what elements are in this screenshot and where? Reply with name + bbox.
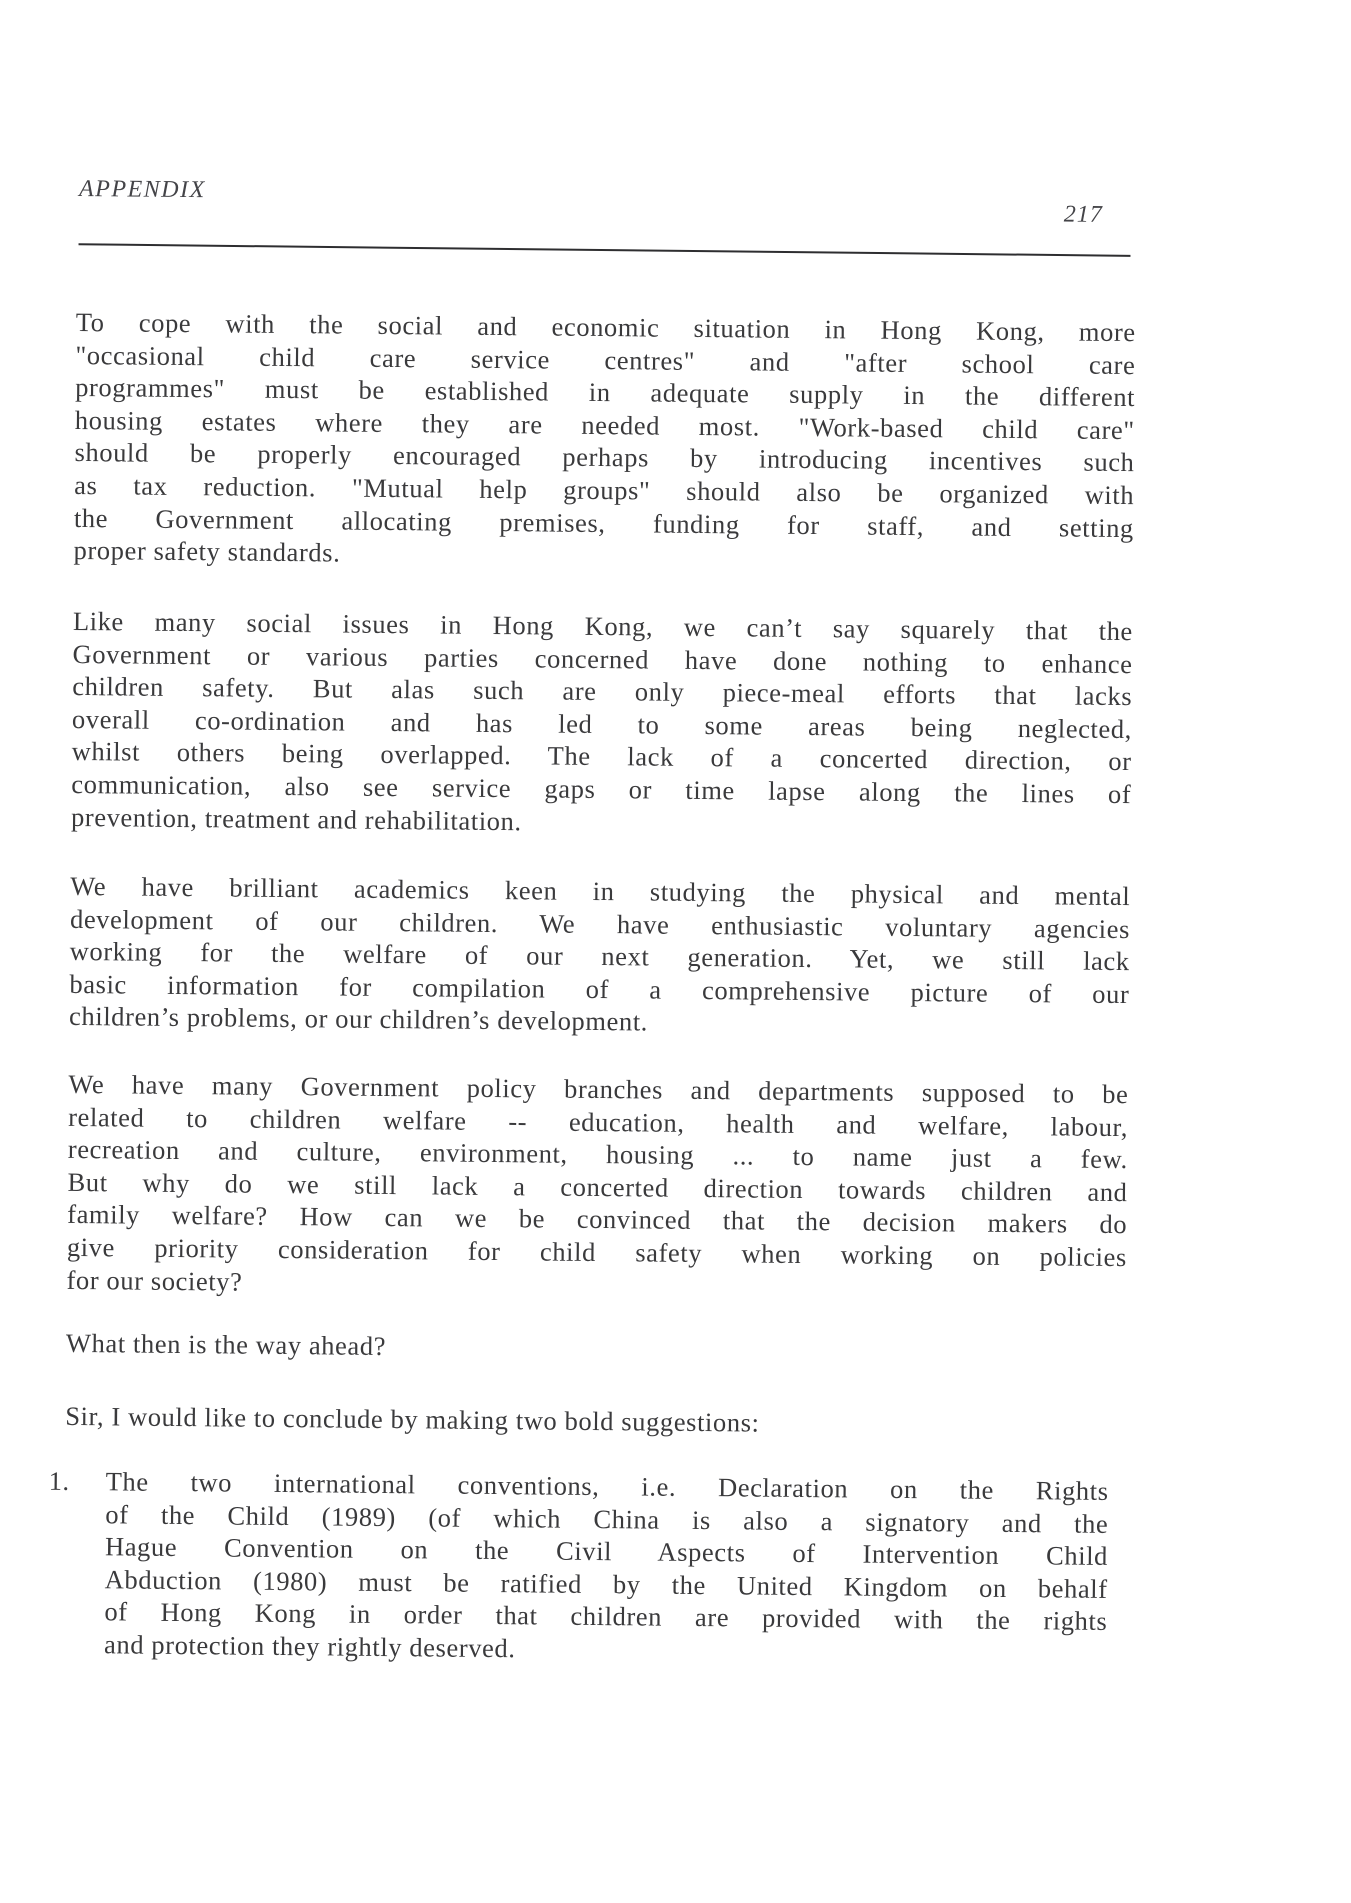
running-head: APPENDIX (78, 175, 206, 204)
text-line: communication, also see service gaps or time lapse along the lines of (71, 768, 1132, 810)
text-line: basic information for compilation of a comprehensive picture of our (69, 968, 1130, 1009)
text-line: But why do we still lack a concerted direction towards children and (67, 1166, 1128, 1207)
text-line: "occasional child care service centres" and "after school care (75, 339, 1136, 380)
page-number: 217 (1063, 201, 1103, 228)
text-line: Like many social issues in Hong Kong, we can’t say squarely that the (72, 605, 1134, 647)
paragraph-way-ahead (66, 1327, 1126, 1370)
text-line: for our society? (66, 1264, 243, 1297)
text-line: recreation and culture, environment, housing ... to name just a few. (67, 1134, 1128, 1175)
header-rule (79, 243, 1131, 257)
text-line: What then is the way ahead? (65, 1327, 387, 1361)
text-line: housing estates where they are needed most. "Work-based child care" (74, 404, 1135, 445)
text-line: prevention, treatment and rehabilitation. (70, 801, 522, 836)
suggestion-list-item (48, 1465, 1109, 1664)
text-line: should be properly encouraged perhaps by introducing incentives such (74, 437, 1135, 478)
text-line: development of our children. We have enthusiastic voluntary agencies (69, 903, 1131, 944)
text-line: give priority consideration for child safety when working on policies (66, 1231, 1128, 1273)
text-line: children’s problems, or our children’s development. (68, 1001, 649, 1037)
text-line: children safety. But alas such are only piece-meal efforts that lacks (72, 671, 1133, 712)
paragraph-childcare-services (73, 306, 1135, 577)
text-line: Sir, I would like to conclude by making two bold suggestions: (65, 1400, 760, 1438)
paragraph-social-issues (71, 605, 1133, 843)
text-line: working for the welfare of our next generation. Yet, we still lack (69, 936, 1130, 977)
text-line: and protection they rightly deserved. (103, 1629, 516, 1664)
paragraph-policy-branches (66, 1068, 1128, 1306)
text-line: as tax reduction. "Mutual help groups" should also be organized with (74, 469, 1135, 511)
text-line: family welfare? How can we be convinced that the decision makers do (67, 1199, 1128, 1240)
text-line: overall co-ordination and has led to some areas being neglected, (71, 703, 1133, 744)
text-line: The two international conventions, i.e. Declaration on the Rights (105, 1466, 1109, 1506)
paragraph-conclusion-intro (65, 1400, 1125, 1443)
text-line: the Government allocating premises, funding for staff, and setting (73, 502, 1135, 543)
list-number: 1. (48, 1465, 70, 1496)
text-line: We have many Government policy branches and departments supposed to be (68, 1068, 1129, 1110)
text-line: proper safety standards. (73, 535, 341, 568)
text-line: of Hong Kong in order that children are provided with the rights (104, 1596, 1108, 1637)
text-line: related to children welfare -- education, health and welfare, labour, (68, 1101, 1129, 1142)
text-line: Government or various parties concerned have done nothing to enhance (72, 638, 1133, 679)
text-line: programmes" must be established in adequate supply in the different (75, 372, 1136, 413)
text-line: To cope with the social and economic situation in Hong Kong, more (75, 306, 1136, 348)
text-line: We have brilliant academics keen in studying the physical and mental (70, 870, 1131, 912)
text-line: whilst others being overlapped. The lack of a concerted direction, or (71, 736, 1132, 777)
text-line: Hague Convention on the Civil Aspects of Intervention Child (104, 1531, 1109, 1572)
text-line: of the Child (1989) (of which China is also a signatory and the (105, 1498, 1109, 1539)
paragraph-academics (69, 870, 1131, 1043)
text-line: Abduction (1980) must be ratified by the United Kingdom on behalf (104, 1564, 1108, 1604)
list-item-body (104, 1465, 1109, 1670)
